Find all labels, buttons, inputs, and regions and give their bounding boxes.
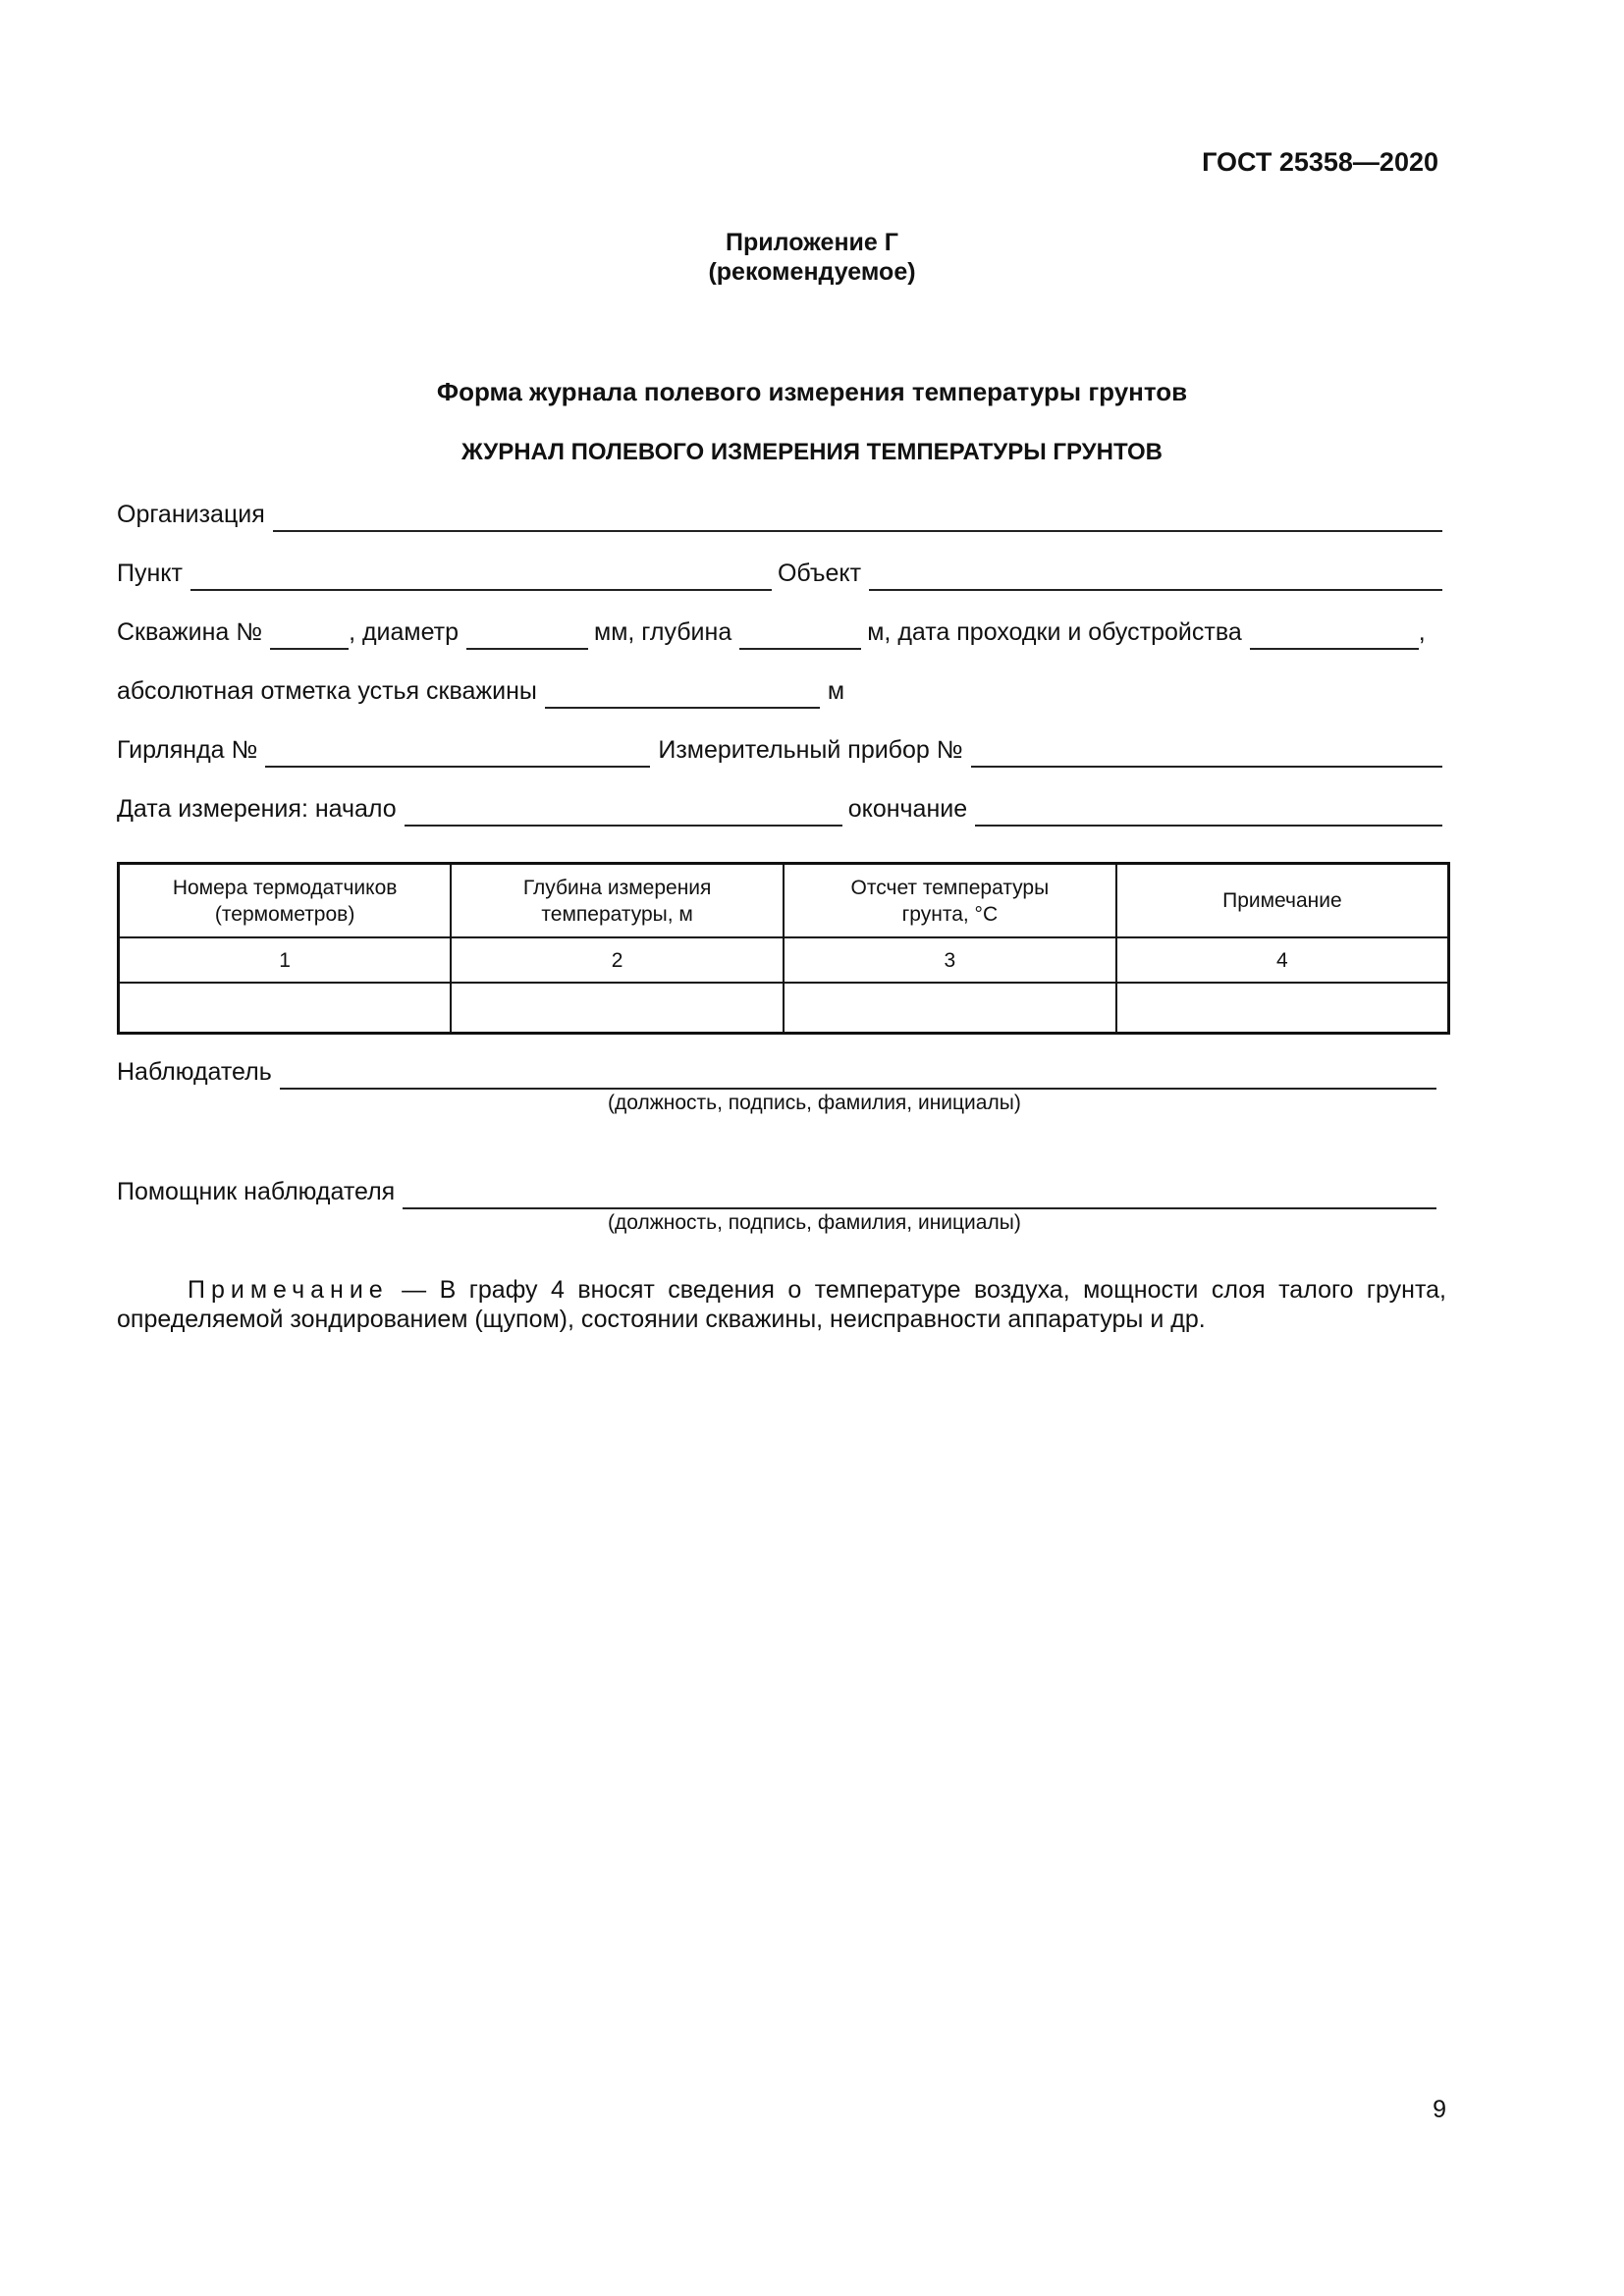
table-cell[interactable]	[784, 983, 1116, 1034]
header-note: Примечание	[1222, 889, 1342, 912]
point-object-row	[117, 558, 1442, 591]
assistant-row	[117, 1176, 1442, 1209]
organization-label: Организация	[117, 501, 265, 528]
date-end-label: окончание	[847, 795, 968, 823]
table-number-row	[119, 937, 1449, 983]
footnote	[117, 1275, 1446, 1334]
date-start-label: Дата измерения: начало	[117, 795, 397, 823]
well-label: Скважина №	[117, 618, 263, 646]
abs-mark-field[interactable]	[545, 677, 820, 709]
point-field[interactable]	[190, 560, 772, 591]
well-number-field[interactable]	[270, 618, 349, 650]
abs-mark-label: абсолютная отметка устья скважины	[117, 677, 537, 705]
table-row	[119, 983, 1449, 1034]
device-label: Измерительный прибор №	[658, 736, 963, 764]
header-cell-note	[1116, 864, 1449, 938]
depth-field[interactable]	[739, 618, 861, 650]
organization-row	[117, 499, 1442, 532]
appendix-heading	[0, 228, 1624, 287]
drill-date-field[interactable]	[1250, 618, 1419, 650]
observer-row	[117, 1056, 1442, 1090]
garland-field[interactable]	[265, 736, 650, 768]
measurement-table	[117, 862, 1450, 1035]
header-sensors: Номера термодатчиков (термометров)	[172, 876, 398, 926]
column-number: 4	[1116, 937, 1449, 983]
form-heading: Форма журнала полевого измерения температуры грунтов	[436, 377, 1188, 406]
drill-date-label: м, дата проходки и обустройства	[867, 618, 1242, 646]
meter-label: м	[827, 677, 845, 705]
column-number: 3	[784, 937, 1116, 983]
appendix-note: (рекомендуемое)	[708, 258, 916, 286]
table-cell[interactable]	[451, 983, 784, 1034]
appendix-title: Приложение Г	[726, 229, 898, 256]
header-cell-temperature	[784, 864, 1116, 938]
observer-caption: (должность, подпись, фамилия, инициалы)	[608, 1092, 1021, 1114]
diameter-label: , диаметр	[349, 618, 460, 646]
well-row	[117, 616, 1442, 650]
depth-label: мм, глубина	[594, 618, 732, 646]
comma: ,	[1418, 618, 1426, 646]
point-label: Пункт	[117, 560, 183, 587]
date-start-field[interactable]	[405, 795, 842, 827]
organization-field[interactable]	[273, 501, 1442, 532]
journal-heading: ЖУРНАЛ ПОЛЕВОГО ИЗМЕРЕНИЯ ТЕМПЕРАТУРЫ ГРУНТОВ	[460, 439, 1164, 465]
note-text: — В графу 4 вносят сведения о температуре воздуха, мощности слоя талого грунта, определяемой зондированием (щупом), состоянии скважины, неисправности аппаратуры и др.	[117, 1276, 1446, 1333]
header-temperature: Отсчет температуры грунта, °С	[850, 876, 1050, 926]
table-cell[interactable]	[1116, 983, 1449, 1034]
object-field[interactable]	[869, 560, 1442, 591]
date-end-field[interactable]	[975, 795, 1442, 827]
table-header-row	[119, 864, 1449, 938]
abs-mark-row	[117, 675, 1442, 709]
assistant-caption: (должность, подпись, фамилия, инициалы)	[608, 1211, 1021, 1234]
standard-number: ГОСТ 25358—2020	[1202, 147, 1438, 177]
page-number: 9	[1433, 2096, 1446, 2123]
garland-label: Гирлянда №	[117, 736, 258, 764]
garland-row	[117, 734, 1442, 768]
column-number: 2	[451, 937, 784, 983]
column-number: 1	[119, 937, 452, 983]
observer-label: Наблюдатель	[117, 1058, 272, 1086]
header-cell-sensors	[119, 864, 452, 938]
observer-field[interactable]	[280, 1058, 1436, 1090]
object-label: Объект	[777, 560, 862, 587]
measure-date-row	[117, 793, 1442, 827]
header-cell-depth	[451, 864, 784, 938]
diameter-field[interactable]	[466, 618, 588, 650]
assistant-field[interactable]	[403, 1178, 1436, 1209]
table-cell[interactable]	[119, 983, 452, 1034]
header-depth: Глубина измерения температуры, м	[522, 876, 712, 926]
assistant-label: Помощник наблюдателя	[117, 1178, 396, 1205]
device-field[interactable]	[971, 736, 1442, 768]
note-lead: Примечание	[188, 1276, 389, 1304]
